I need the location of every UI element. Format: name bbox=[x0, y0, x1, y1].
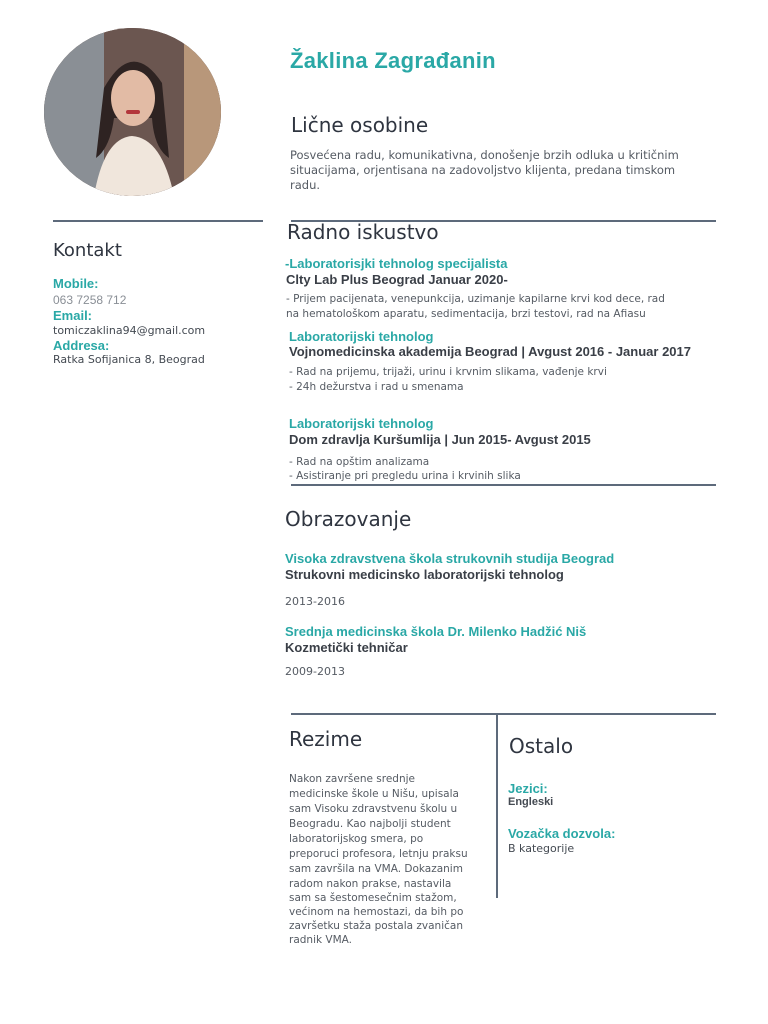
address-value: Ratka Sofijanica 8, Beograd bbox=[53, 353, 205, 366]
edu-2-degree: Kozmetički tehničar bbox=[285, 640, 408, 655]
vozacka-value: B kategorije bbox=[508, 842, 575, 855]
address-label: Addresa: bbox=[53, 338, 110, 353]
rezime-line-12: radnik VMA. bbox=[289, 934, 352, 946]
job-2-line-1: - Rad na prijemu, trijaži, urinu i krvnim slikama, vađenje krvi bbox=[289, 366, 607, 378]
rezime-line-3: sam Visoku zdravstvenu školu u bbox=[289, 803, 458, 815]
job-2-role: Laboratorijski tehnolog bbox=[289, 329, 434, 344]
rezime-line-2: medicinske škole u Nišu, upisala bbox=[289, 788, 459, 800]
rezime-line-7: sam završila na VMA. Dokazanim bbox=[289, 863, 463, 875]
rezime-line-9: sam sa šestomesečnim stažom, bbox=[289, 892, 457, 904]
divider-bottom-section bbox=[291, 713, 716, 715]
job-1-line-2: na hematološkom aparatu, sedimentacija, brzi testovi, rad na Afiasu bbox=[286, 308, 646, 320]
radno-iskustvo-title: Radno iskustvo bbox=[287, 220, 439, 244]
vozacka-label: Vozačka dozvola: bbox=[508, 826, 616, 841]
edu-2-years: 2009-2013 bbox=[285, 665, 345, 678]
job-3-line-1: - Rad na opštim analizama bbox=[289, 456, 430, 468]
jezici-label: Jezici: bbox=[508, 781, 548, 796]
rezime-line-11: završetku staža postala zvaničan bbox=[289, 920, 463, 932]
divider-vertical bbox=[496, 713, 498, 898]
kontakt-title: Kontakt bbox=[53, 240, 122, 261]
rezime-line-5: laboratorijskog smera, po bbox=[289, 833, 424, 845]
candidate-name: Žaklina Zagrađanin bbox=[290, 48, 496, 73]
job-3-line-2: - Asistiranje pri pregledu urina i krvinih slika bbox=[289, 470, 521, 482]
rezime-line-10: većinom na hemostazi, da bih po bbox=[289, 906, 464, 918]
rezime-line-4: Beogradu. Kao najbolji student bbox=[289, 818, 451, 830]
edu-1-years: 2013-2016 bbox=[285, 595, 345, 608]
job-1-line-1: - Prijem pacijenata, venepunkcija, uzimanje kapilarne krvi kod dece, rad bbox=[286, 293, 665, 305]
divider-left-top bbox=[53, 220, 263, 222]
mobile-value: 063 7258 712 bbox=[53, 293, 127, 307]
rezime-line-6: preporuci profesora, letnju praksu bbox=[289, 848, 468, 860]
job-3-place: Dom zdravlja Kuršumlija | Jun 2015- Avgust 2015 bbox=[289, 432, 591, 447]
job-1-place: Clty Lab Plus Beograd Januar 2020- bbox=[286, 272, 508, 287]
rezime-title: Rezime bbox=[289, 727, 363, 751]
divider-radno-bottom bbox=[291, 484, 716, 486]
ostalo-title: Ostalo bbox=[509, 734, 574, 758]
email-label: Email: bbox=[53, 308, 93, 323]
portrait-illustration bbox=[44, 28, 221, 196]
job-1-role: -Laboratorisjki tehnolog specijalista bbox=[285, 256, 508, 271]
job-2-place: Vojnomedicinska akademija Beograd | Avgust 2016 - Januar 2017 bbox=[289, 344, 691, 359]
email-value: tomiczaklina94@gmail.com bbox=[53, 324, 206, 337]
licne-osobine-text: Posvećena radu, komunikativna, donošenje brzih odluka u kritičnim situacijama, orjentisana na zadovoljstvo klijenta, predana timskom radu. bbox=[290, 148, 679, 192]
obrazovanje-title: Obrazovanje bbox=[285, 507, 412, 531]
rezime-line-1: Nakon završene srednje bbox=[289, 773, 415, 785]
job-3-role: Laboratorijski tehnolog bbox=[289, 416, 434, 431]
job-2-line-2: - 24h dežurstva i rad u smenama bbox=[289, 381, 464, 393]
edu-1-degree: Strukovni medicinsko laboratorijski tehnolog bbox=[285, 567, 564, 582]
profile-photo bbox=[44, 28, 221, 196]
edu-1-school: Visoka zdravstvena škola strukovnih studija Beograd bbox=[285, 551, 615, 566]
jezici-value: Engleski bbox=[508, 796, 554, 808]
licne-osobine-title: Lične osobine bbox=[291, 113, 429, 137]
mobile-label: Mobile: bbox=[53, 276, 99, 291]
rezime-line-8: radom nakon prakse, nastavila bbox=[289, 878, 452, 890]
edu-2-school: Srednja medicinska škola Dr. Milenko Hadžić Niš bbox=[285, 624, 587, 639]
